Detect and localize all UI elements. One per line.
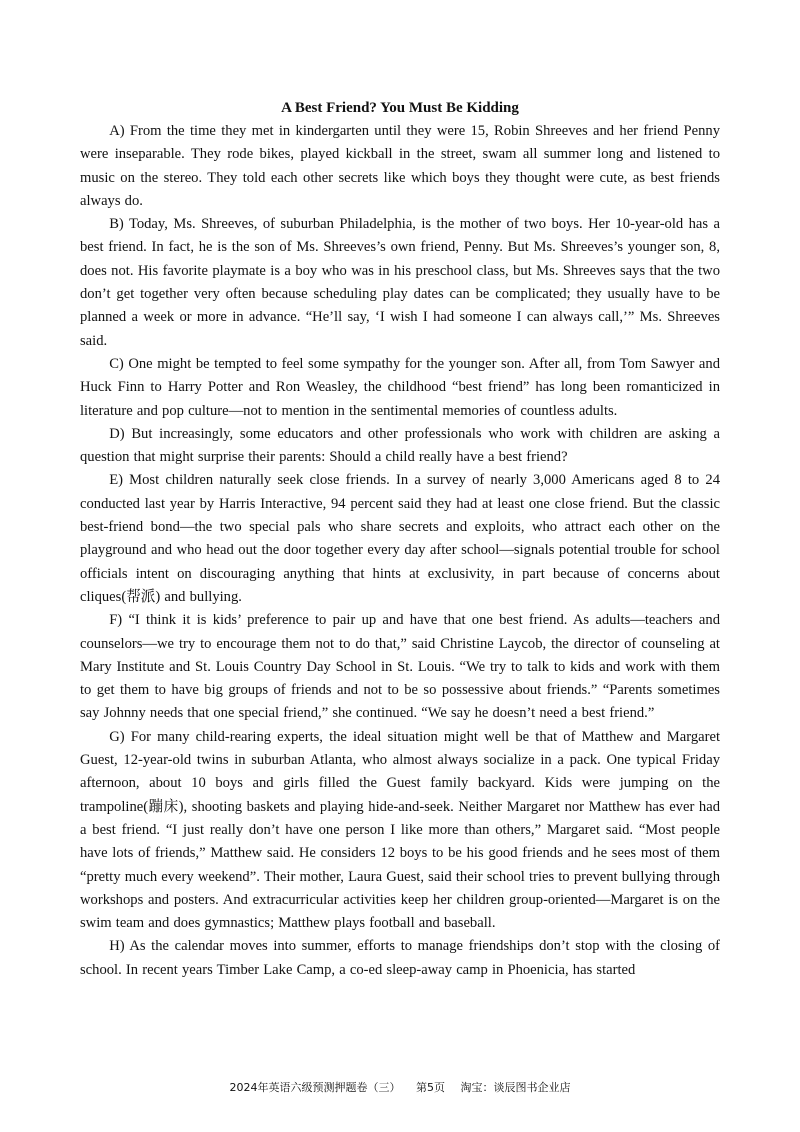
paragraph-g: G) For many child-rearing experts, the ideal situation might well be that of Matthew and Margaret Guest, 12-year-old twins in suburban Atlanta, who almost always socialize in a pack. One typical Friday afternoon, about 10 boys and girls filled the Guest family backyard. Kids were jumping on the trampoline(蹦床), shooting baskets and playing hide-and-seek. Neither Margaret nor Matthew has ever had a best friend. “I just really don’t have one person I like more than others,” Margaret said. “Most people have lots of friends,” Matthew said. He considers 12 boys to be his good friends and he sees most of them “pretty much every weekend”. Their mother, Laura Guest, said their school tries to prevent bullying through workshops and posters. And extracurricular activities keep her children group-oriented—Margaret is on the swim team and does gymnastics; Matthew plays football and baseball. xyxy=(80,728,720,932)
paragraph-c: C) One might be tempted to feel some sympathy for the younger son. After all, from Tom Sawyer and Huck Finn to Harry Potter and Ron Weasley, the childhood “best friend” has long been romanticized in literature and pop culture—not to mention in the sentimental memories of countless adults. xyxy=(80,355,720,419)
footer-exam-title: 2024年英语六级预测押题卷（三） xyxy=(229,1081,401,1094)
paragraph-h: H) As the calendar moves into summer, efforts to manage friendships don’t stop with the closing of school. In recent years Timber Lake Camp, a co-ed sleep-away camp in Phoenicia, has started xyxy=(80,938,720,978)
document-body xyxy=(80,96,720,982)
paragraph-d: D) But increasingly, some educators and other professionals who work with children are asking a question that might surprise their parents: Should a child really have a best friend? xyxy=(80,425,720,466)
paragraph-f: F) “I think it is kids’ preference to pair up and have that one best friend. As adults—teachers and counselors—we try to encourage them not to do that,” said Christine Laycob, the director of counseling at Mary Institute and St. Louis Country Day School in St. Louis. “We try to talk to kids and work with them to get them to have big groups of friends and not to be so possessive about friends.” “Parents sometimes say Johnny needs that one special friend,” she continued. “We say he doesn’t need a best friend.” xyxy=(80,612,720,722)
footer-page-number: 第5页 xyxy=(416,1081,445,1094)
paragraph-a: A) From the time they met in kindergarten until they were 15, Robin Shreeves and her friend Penny were inseparable. They rode bikes, played kickball in the street, swam all summer long and listened to music on the stereo. They told each other secrets like which boys they thought were cute, as best friends always do. xyxy=(80,123,720,209)
footer-shop-info: 淘宝：谈辰图书企业店 xyxy=(460,1081,571,1094)
document-title: A Best Friend? You Must Be Kidding xyxy=(281,100,519,116)
page-footer xyxy=(0,1080,800,1096)
paragraph-e: E) Most children naturally seek close friends. In a survey of nearly 3,000 Americans aged 8 to 24 conducted last year by Harris Interactive, 94 percent said they had at least one close friend. But the classic best-friend bond—the two special pals who share secrets and exploits, who attract each other on the playground and who head out the door together every day after school—signals potential trouble for school officials intent on discouraging anything that hints at exclusivity, in part because of concerns about cliques(帮派) and bullying. xyxy=(80,472,720,605)
paragraph-b: B) Today, Ms. Shreeves, of suburban Philadelphia, is the mother of two boys. Her 10-year-old has a best friend. In fact, he is the son of Ms. Shreeves’s own friend, Penny. But Ms. Shreeves’s younger son, 8, does not. His favorite playmate is a boy who was in his preschool class, but Ms. Shreeves says that the two don’t get together very often because scheduling play dates can be complicated; they usually have to be planned a week or more in advance. “He’ll say, ‘I wish I had someone I can always call,’” Ms. Shreeves said. xyxy=(80,216,720,349)
